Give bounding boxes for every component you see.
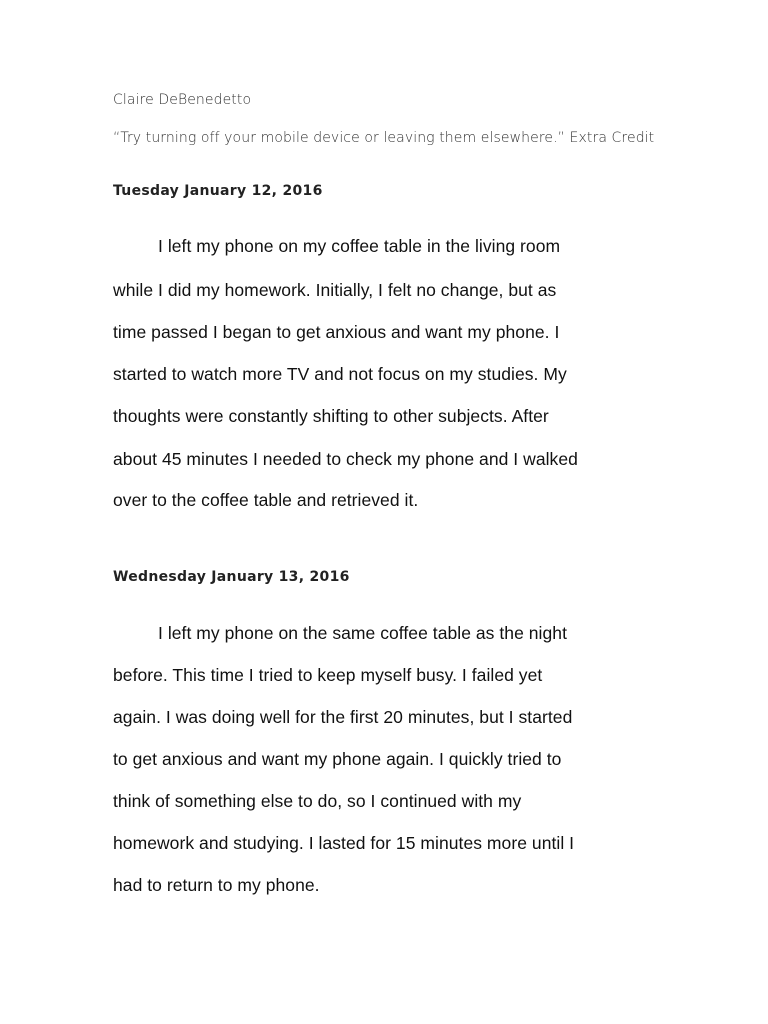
paragraph-line: think of something else to do, so I continued with my <box>113 791 522 811</box>
paragraph-line: I left my phone on my coffee table in the living room <box>158 236 561 256</box>
paragraph-line: over to the coffee table and retrieved it. <box>113 490 419 510</box>
paragraph-line: started to watch more TV and not focus on my studies. My <box>113 364 567 384</box>
assignment-title: “Try turning off your mobile device or leaving them elsewhere.” Extra Credit <box>113 130 655 146</box>
author-name: Claire DeBenedetto <box>113 92 252 108</box>
paragraph-line: to get anxious and want my phone again. I quickly tried to <box>113 749 562 769</box>
paragraph-line: I left my phone on the same coffee table as the night <box>158 623 567 643</box>
entry-date: Tuesday January 12, 2016 <box>113 183 323 199</box>
paragraph-line: about 45 minutes I needed to check my phone and I walked <box>113 449 578 469</box>
paragraph-line: had to return to my phone. <box>113 875 320 895</box>
entry-date: Wednesday January 13, 2016 <box>113 569 350 585</box>
paragraph-line: before. This time I tried to keep myself busy. I failed yet <box>113 665 543 685</box>
paragraph-line: thoughts were constantly shifting to other subjects. After <box>113 406 549 426</box>
paragraph-line: while I did my homework. Initially, I felt no change, but as <box>113 280 557 300</box>
paragraph-line: time passed I began to get anxious and want my phone. I <box>113 322 560 342</box>
paragraph-line: again. I was doing well for the first 20 minutes, but I started <box>113 707 573 727</box>
paragraph-line: homework and studying. I lasted for 15 minutes more until I <box>113 833 575 853</box>
